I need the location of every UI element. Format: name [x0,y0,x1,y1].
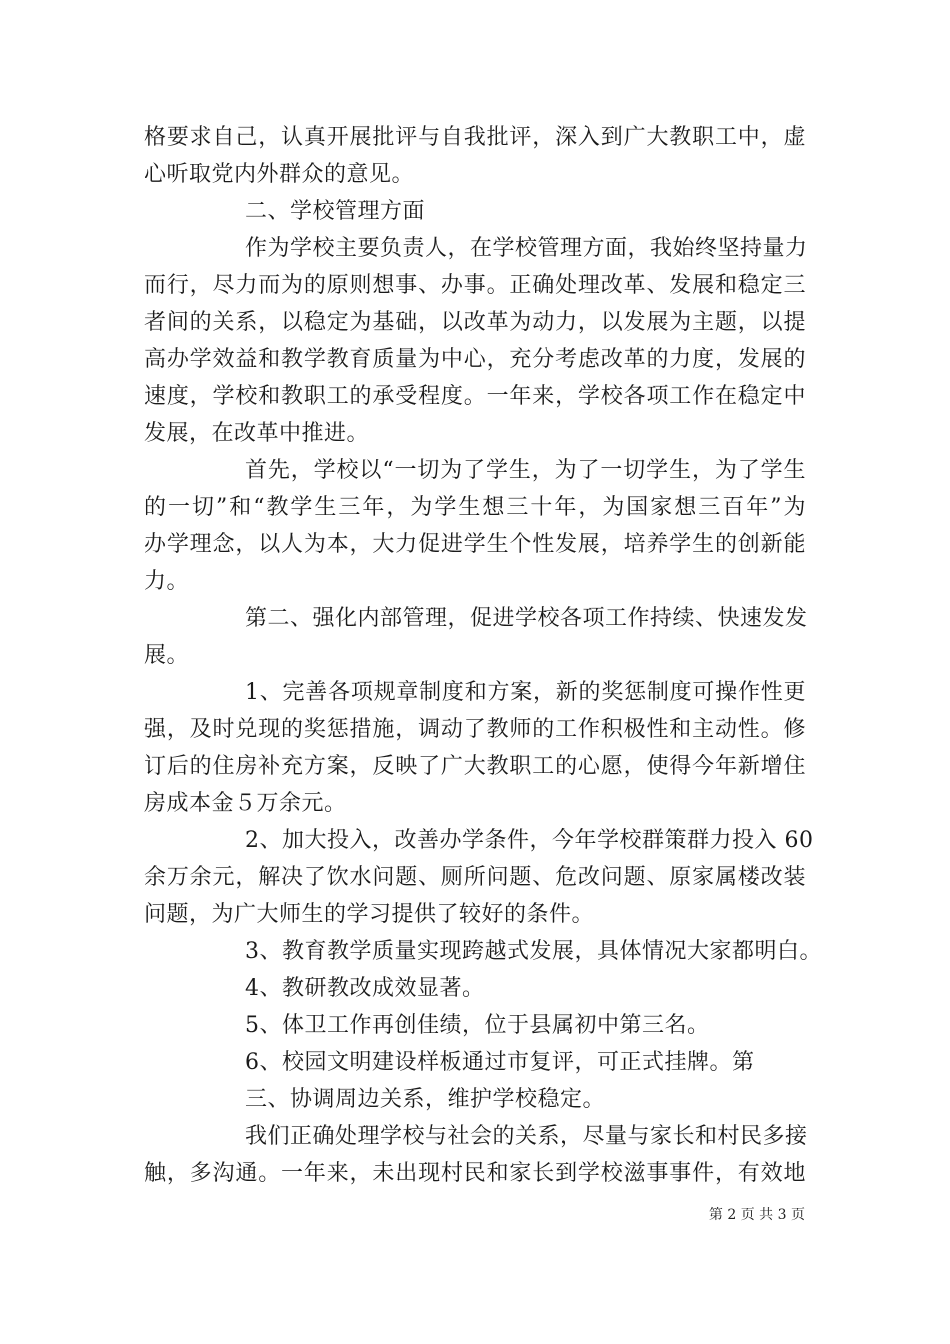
paragraph-line: 余万余元，解决了饮水问题、厕所问题、危改问题、原家属楼改装 [144,865,806,890]
paragraph-line: 强，及时兑现的奖惩措施，调动了教师的工作积极性和主动性。修 [144,717,806,742]
list-item: 5、体卫工作再创佳绩，位于县属初中第三名。 [245,1013,710,1038]
paragraph-line: 订后的住房补充方案，反映了广大教职工的心愿，使得今年新增住 [144,754,806,779]
paragraph-line: 房成本金５万余元。 [144,791,347,816]
paragraph-line: 发展，在改革中推进。 [144,421,370,446]
paragraph-line: 我们正确处理学校与社会的关系，尽量与家长和村民多接 [245,1124,808,1149]
paragraph-line: 问题，为广大师生的学习提供了较好的条件。 [144,902,595,927]
page-number: 第 2 页 共 3 页 [708,1207,805,1223]
section-heading: 三、协调周边关系，维护学校稳定。 [245,1087,606,1112]
section-heading: 二、学校管理方面 [245,199,426,224]
list-item: 3、教育教学质量实现跨越式发展，具体情况大家都明白。 [245,939,822,964]
paragraph-line: 速度，学校和教职工的承受程度。一年来，学校各项工作在稳定中 [144,384,806,409]
list-item: 4、教研教改成效显著。 [245,976,485,1001]
paragraph-line: 者间的关系，以稳定为基础，以改革为动力，以发展为主题，以提 [144,310,806,335]
paragraph-line: 的一切”和“教学生三年，为学生想三十年，为国家想三百年”为 [144,495,806,520]
paragraph-line: 触，多沟通。一年来，未出现村民和家长到学校滋事事件，有效地 [144,1161,806,1186]
paragraph-line: 格要求自己，认真开展批评与自我批评，深入到广大教职工中，虚 [144,125,806,150]
paragraph-line: 第二、强化内部管理，促进学校各项工作持续、快速发发 [245,606,808,631]
list-item: 2、加大投入，改善办学条件，今年学校群策群力投入 60 [245,828,814,853]
list-item: 1、完善各项规章制度和方案，新的奖惩制度可操作性更 [245,680,806,705]
paragraph-line: 心听取党内外群众的意见。 [144,162,415,187]
paragraph-line: 高办学效益和教学教育质量为中心，充分考虑改革的力度，发展的 [144,347,806,372]
paragraph-line: 首先，学校以“一切为了学生，为了一切学生，为了学生 [245,458,806,483]
list-item: 6、校园文明建设样板通过市复评，可正式挂牌。第 [245,1050,755,1075]
paragraph-line: 力。 [144,569,190,594]
paragraph-line: 作为学校主要负责人，在学校管理方面，我始终坚持量力 [245,236,808,261]
paragraph-line: 办学理念，以人为本，大力促进学生个性发展，培养学生的创新能 [144,532,806,557]
paragraph-line: 而行，尽力而为的原则想事、办事。正确处理改革、发展和稳定三 [144,273,806,298]
paragraph-line: 展。 [144,643,190,668]
